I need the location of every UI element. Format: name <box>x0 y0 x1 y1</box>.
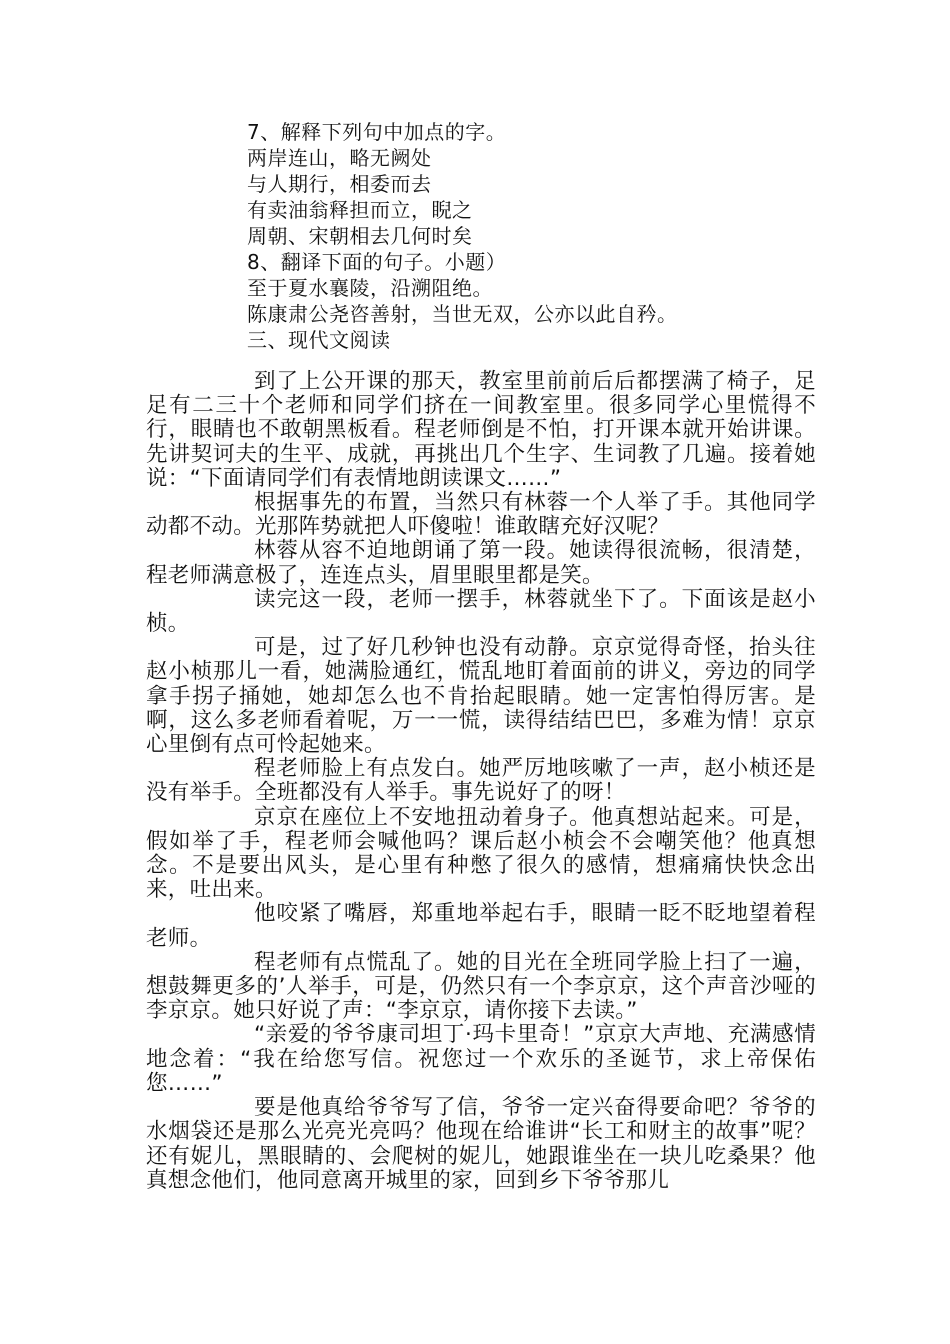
paragraph: 程老师有点慌乱了。她的目光在全班同学脸上扫了一遍，想鼓舞更多的’人举手，可是，仍然只有一个李京京，这个声音沙哑的李京京。她只好说了声：“李京京，请你接下去读。” <box>146 949 816 1024</box>
paragraph: 程老师脸上有点发白。她严厉地咳嗽了一声，赵小桢还是没有举手。全班都没有人举手。事先说好了的呀！ <box>146 756 816 806</box>
reading-passage <box>146 370 816 1193</box>
question-section <box>247 119 887 353</box>
paragraph: 林蓉从容不迫地朗诵了第一段。她读得很流畅，很清楚，程老师满意极了，连连点头，眉里眼里都是笑。 <box>146 538 816 588</box>
paragraph: 可是，过了好几秒钟也没有动静。京京觉得奇怪，抬头往赵小桢那儿一看，她满脸通红，慌乱地盯着面前的讲义，旁边的同学拿手拐子捅她，她却怎么也不肯抬起眼睛。她一定害怕得厉害。是啊，这么多老师看着呢，万一一慌，读得结结巴巴，多难为情！京京心里倒有点可怜起她来。 <box>146 635 816 758</box>
question-8-item-1: 至于夏水襄陵，沿溯阻绝。 <box>247 276 493 300</box>
paragraph: 要是他真给爷爷写了信，爷爷一定兴奋得要命吧？爷爷的水烟袋还是那么光亮光亮吗？他现在给谁讲“长工和财主的故事”呢？还有妮儿，黑眼睛的、会爬树的妮儿，她跟谁坐在一块儿吃桑果？他真想念他们，他同意离开城里的家，回到乡下爷爷那儿 <box>146 1095 816 1193</box>
question-8-item-2: 陈康肃公尧咨善射，当世无双，公亦以此自矜。 <box>247 302 678 326</box>
question-7-item-2: 与人期行，相委而去 <box>247 172 432 196</box>
question-7-item-3: 有卖油翁释担而立，睨之 <box>247 198 473 222</box>
paragraph: 读完这一段，老师一摆手，林蓉就坐下了。下面该是赵小桢。 <box>146 586 816 637</box>
question-8-heading: 8、翻译下面的句子。小题） <box>247 250 507 274</box>
question-7-item-4: 周朝、宋朝相去几何时矣 <box>247 224 473 248</box>
question-7-heading: 7、解释下列句中加点的字。 <box>247 120 507 144</box>
paragraph: “亲爱的爷爷康司坦丁·玛卡里奇！”京京大声地、充满感情地念着：“我在给您写信。祝您过一个欢乐的圣诞节，求上帝保佑您……” <box>146 1022 816 1096</box>
paragraph: 根据事先的布置，当然只有林蓉一个人举了手。其他同学动都不动。光那阵势就把人吓傻啦！谁敢瞎充好汉呢？ <box>146 490 816 540</box>
section-heading-modern-reading: 三、现代文阅读 <box>247 328 391 352</box>
question-7-item-1: 两岸连山，略无阙处 <box>247 146 432 170</box>
paragraph: 到了上公开课的那天，教室里前前后后都摆满了椅子，足足有二三十个老师和同学们挤在一间教室里。很多同学心里慌得不行，眼睛也不敢朝黑板看。程老师倒是不怕，打开课本就开始讲课。先讲契诃夫的生平、成就，再挑出几个生字、生词教了几遍。接着她说：“下面请同学们有表情地朗读课文……” <box>146 369 816 491</box>
paragraph: 他咬紧了嘴唇，郑重地举起右手，眼睛一眨不眨地望着程老师。 <box>146 901 816 951</box>
paragraph: 京京在座位上不安地扭动着身子。他真想站起来。可是，假如举了手，程老师会喊他吗？课后赵小桢会不会嘲笑他？他真想念。不是要出风头，是心里有种憋了很久的感情，想痛痛快快念出来，吐出来。 <box>146 804 816 903</box>
